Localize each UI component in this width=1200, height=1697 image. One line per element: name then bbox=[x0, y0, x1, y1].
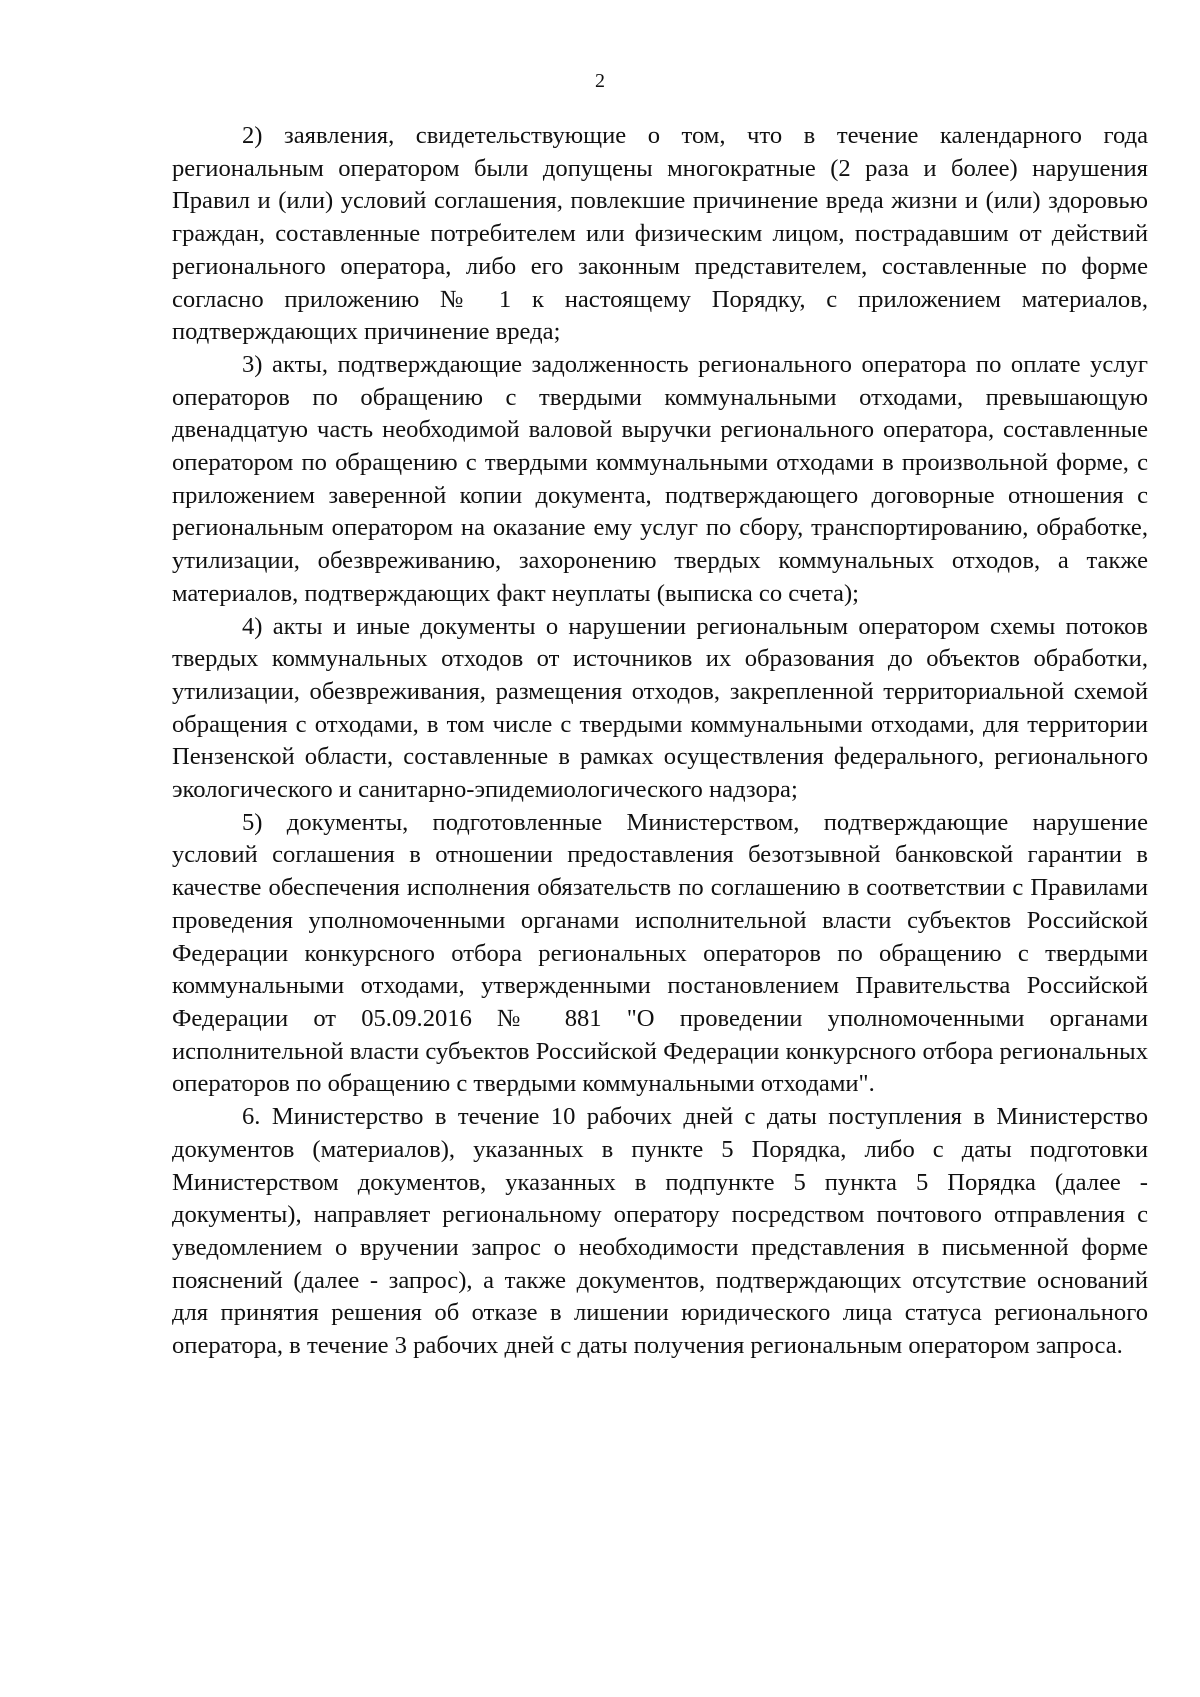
paragraph-item-3-acts-debt: 3) акты, подтверждающие задолженность регионального оператора по оплате услуг операторов по обращению с твердыми коммунальными отходами, превышающую двенадцатую часть необходимой валовой выручки регионального оператора, составленные оператором по обращению с твердыми коммунальными отходами в произвольной форме, с приложением заверенной копии документа, подтверждающего договорные отношения с региональным оператором на оказание ему услуг по сбору, транспортированию, обработке, утилизации, обезвреживанию, захоронению твердых коммунальных отходов, а также материалов, подтверждающих факт неуплаты (выписка со счета); bbox=[172, 350, 1148, 607]
paragraph-clause-6-ministry-request: 6. Министерство в течение 10 рабочих дней с даты поступления в Министерство документов (материалов), указанных в пункте 5 Порядка, либо с даты подготовки Министерством документов, указанных в подпункте 5 пункта 5 Порядка (далее - документы), направляет региональному оператору посредством почтового отправления с уведомлением о вручении запрос о необходимости представления в письменной форме пояснений (далее - запрос), а также документов, подтверждающих отсутствие оснований для принятия решения об отказе в лишении юридического лица статуса регионального оператора, в течение 3 рабочих дней с даты получения региональным оператором запроса. bbox=[172, 1103, 1148, 1360]
paragraph-item-2-statements: 2) заявления, свидетельствующие о том, что в течение календарного года региональным оператором были допущены многократные (2 раза и более) нарушения Правил и (или) условий соглашения, повлекшие причинение вреда жизни и (или) здоровью граждан, составленные потребителем или физическим лицом, пострадавшим от действий регионального оператора, либо его законным представителем, составленные по форме согласно приложению № 1 к настоящему Порядку, с приложением материалов, подтверждающих причинение вреда; bbox=[172, 122, 1148, 346]
paragraph-item-5-ministry-documents: 5) документы, подготовленные Министерством, подтверждающие нарушение условий соглашения в отношении предоставления безотзывной банковской гарантии в качестве обеспечения исполнения обязательств по соглашению в соответствии с Правилами проведения уполномоченными органами исполнительной власти субъектов Российской Федерации конкурсного отбора региональных операторов по обращению с твердыми коммунальными отходами, утвержденными постановлением Правительства Российской Федерации от 05.09.2016 № 881 "О проведении уполномоченными органами исполнительной власти субъектов Российской Федерации конкурсного отбора региональных операторов по обращению с твердыми коммунальными отходами". bbox=[172, 808, 1148, 1098]
page-number: 2 bbox=[595, 70, 605, 92]
document-body bbox=[172, 120, 1148, 1363]
paragraph-item-4-acts-scheme-violation: 4) акты и иные документы о нарушении региональным оператором схемы потоков твердых коммунальных отходов от источников их образования до объектов обработки, утилизации, обезвреживания, размещения отходов, закрепленной территориальной схемой обращения с отходами, в том числе с твердыми коммунальными отходами, для территории Пензенской области, составленные в рамках осуществления федерального, регионального экологического и санитарно-эпидемиологического надзора; bbox=[172, 612, 1148, 804]
